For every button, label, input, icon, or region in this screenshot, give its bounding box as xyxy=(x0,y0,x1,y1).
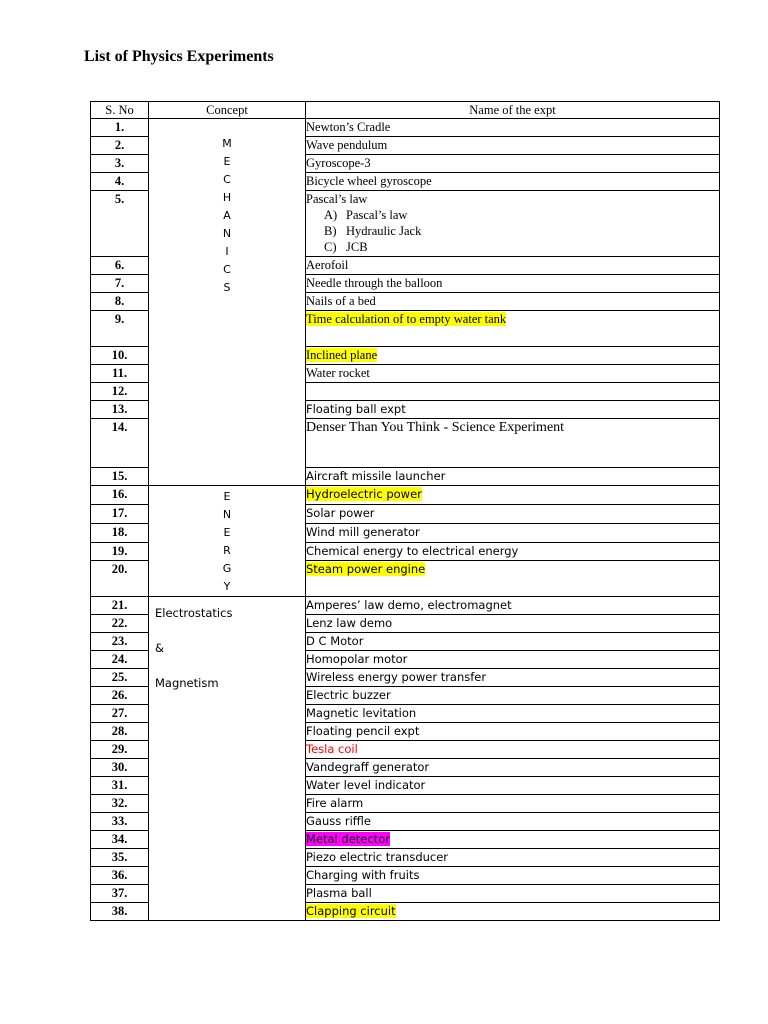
row-experiment xyxy=(306,633,720,651)
experiment-name: Hydroelectric power xyxy=(306,487,422,501)
row-sno: 7. xyxy=(91,275,149,293)
row-experiment xyxy=(306,705,720,723)
row-sno: 24. xyxy=(91,651,149,669)
concept-label: & xyxy=(155,641,164,655)
row-experiment xyxy=(306,419,720,468)
row-sno: 37. xyxy=(91,885,149,903)
row-sno: 8. xyxy=(91,293,149,311)
table-row xyxy=(91,119,720,137)
concept-label: E xyxy=(223,155,231,168)
row-experiment xyxy=(306,293,720,311)
row-sno: 10. xyxy=(91,347,149,365)
experiment-name: Tesla coil xyxy=(306,742,358,756)
experiment-name: Newton’s Cradle xyxy=(306,120,391,134)
concept-label: M xyxy=(222,137,232,150)
row-experiment xyxy=(306,383,720,401)
row-sno: 34. xyxy=(91,831,149,849)
sub-item xyxy=(306,207,719,223)
row-sno: 23. xyxy=(91,633,149,651)
row-sno: 19. xyxy=(91,542,149,561)
experiment-name: Denser Than You Think - Science Experiment xyxy=(306,420,565,435)
experiment-name: Wave pendulum xyxy=(306,138,388,152)
experiment-name: Needle through the balloon xyxy=(306,276,443,290)
experiment-name: Electric buzzer xyxy=(306,688,391,702)
row-experiment xyxy=(306,137,720,155)
concept-label: N xyxy=(222,508,232,521)
experiment-name: Wind mill generator xyxy=(306,524,420,539)
row-experiment xyxy=(306,365,720,383)
row-experiment xyxy=(306,486,720,505)
row-sno: 2. xyxy=(91,137,149,155)
sub-item-value: Hydraulic Jack xyxy=(346,224,422,238)
row-sno: 32. xyxy=(91,795,149,813)
row-sno: 36. xyxy=(91,867,149,885)
row-experiment xyxy=(306,311,720,347)
row-experiment xyxy=(306,849,720,867)
table-header-row xyxy=(91,102,720,119)
row-sno: 9. xyxy=(91,311,149,347)
row-sno: 15. xyxy=(91,468,149,486)
experiment-name: Metal detector xyxy=(306,832,390,846)
experiment-name: Time calculation of to empty water tank xyxy=(306,312,507,326)
concept-label: H xyxy=(222,191,232,204)
row-experiment xyxy=(306,523,720,542)
row-experiment xyxy=(306,759,720,777)
experiment-name: Fire alarm xyxy=(306,796,364,810)
row-experiment xyxy=(306,831,720,849)
row-sno: 1. xyxy=(91,119,149,137)
row-experiment xyxy=(306,347,720,365)
experiment-name: Wireless energy power transfer xyxy=(306,670,487,684)
row-sno: 21. xyxy=(91,597,149,615)
row-experiment xyxy=(306,173,720,191)
row-experiment xyxy=(306,651,720,669)
row-sno: 22. xyxy=(91,615,149,633)
concept-electrostatics-magnetism xyxy=(149,597,306,921)
row-experiment xyxy=(306,867,720,885)
row-experiment xyxy=(306,669,720,687)
concept-label: Y xyxy=(223,580,231,593)
row-experiment xyxy=(306,191,720,257)
experiment-name: Water rocket xyxy=(306,366,370,380)
page-title: List of Physics Experiments xyxy=(84,48,274,65)
experiment-name: Nails of a bed xyxy=(306,294,376,308)
row-sno: 28. xyxy=(91,723,149,741)
experiment-name: Solar power xyxy=(306,505,375,520)
row-experiment xyxy=(306,119,720,137)
concept-label: E xyxy=(223,526,231,539)
row-experiment xyxy=(306,795,720,813)
experiment-name: Lenz law demo xyxy=(306,616,393,630)
experiment-name: Gauss riffle xyxy=(306,814,372,828)
row-experiment xyxy=(306,687,720,705)
concept-label: R xyxy=(223,544,231,557)
row-experiment xyxy=(306,615,720,633)
experiment-name: Bicycle wheel gyroscope xyxy=(306,174,432,188)
experiment-name: D C Motor xyxy=(306,634,364,648)
sub-item-key: A) xyxy=(324,208,338,222)
experiment-name: Chemical energy to electrical energy xyxy=(306,543,519,558)
experiment-name: Floating pencil expt xyxy=(306,724,420,738)
sub-item-value: Pascal’s law xyxy=(346,208,408,222)
row-sno: 35. xyxy=(91,849,149,867)
row-experiment xyxy=(306,597,720,615)
row-experiment xyxy=(306,468,720,486)
row-experiment xyxy=(306,275,720,293)
concept-label: C xyxy=(223,263,231,276)
row-sno: 31. xyxy=(91,777,149,795)
experiment-name: Amperes’ law demo, electromagnet xyxy=(306,598,512,612)
row-sno: 14. xyxy=(91,419,149,468)
row-experiment xyxy=(306,401,720,419)
experiment-name: Vandegraff generator xyxy=(306,760,430,774)
row-sno: 29. xyxy=(91,741,149,759)
row-sno: 6. xyxy=(91,257,149,275)
row-experiment xyxy=(306,542,720,561)
row-experiment xyxy=(306,885,720,903)
row-sno: 30. xyxy=(91,759,149,777)
concept-label: Electrostatics xyxy=(155,606,233,620)
row-sno: 38. xyxy=(91,903,149,921)
row-sno: 3. xyxy=(91,155,149,173)
concept-label: A xyxy=(223,209,231,222)
row-experiment xyxy=(306,723,720,741)
row-experiment xyxy=(306,561,720,597)
experiment-name: Water level indicator xyxy=(306,778,426,792)
experiment-name: Plasma ball xyxy=(306,886,372,900)
row-sno: 5. xyxy=(91,191,149,257)
concept-label: E xyxy=(223,490,231,503)
row-experiment xyxy=(306,155,720,173)
concept-energy xyxy=(149,486,306,597)
sub-item-key: B) xyxy=(324,224,337,238)
experiment-name: Aerofoil xyxy=(306,258,349,272)
row-sno: 26. xyxy=(91,687,149,705)
experiment-name: Aircraft missile launcher xyxy=(306,469,446,483)
row-experiment xyxy=(306,257,720,275)
concept-label: Magnetism xyxy=(155,676,219,690)
row-experiment xyxy=(306,741,720,759)
experiment-name: Inclined plane xyxy=(306,348,378,362)
header-sno: S. No xyxy=(91,102,149,119)
sub-item xyxy=(306,239,719,255)
row-sno: 13. xyxy=(91,401,149,419)
row-sno: 33. xyxy=(91,813,149,831)
table-row xyxy=(91,597,720,615)
row-experiment xyxy=(306,504,720,523)
row-sno: 18. xyxy=(91,523,149,542)
table-row xyxy=(91,486,720,505)
experiment-name: Steam power engine xyxy=(306,562,426,577)
row-sno: 12. xyxy=(91,383,149,401)
experiments-table xyxy=(90,101,720,921)
concept-label: G xyxy=(222,562,232,575)
concept-label: I xyxy=(225,245,229,258)
experiment-name: Floating ball expt xyxy=(306,402,406,416)
experiment-name: Charging with fruits xyxy=(306,868,420,882)
concept-label: C xyxy=(223,173,231,186)
row-experiment xyxy=(306,903,720,921)
concept-label: N xyxy=(222,227,232,240)
concept-label: S xyxy=(223,281,231,294)
row-experiment xyxy=(306,777,720,795)
sub-item xyxy=(306,223,719,239)
experiment-name: Magnetic levitation xyxy=(306,706,417,720)
header-name: Name of the expt xyxy=(306,102,720,119)
experiment-name: Pascal’s law xyxy=(306,192,368,206)
row-sno: 17. xyxy=(91,504,149,523)
header-concept: Concept xyxy=(149,102,306,119)
row-sno: 16. xyxy=(91,486,149,505)
row-sno: 25. xyxy=(91,669,149,687)
experiment-name: Clapping circuit xyxy=(306,904,396,918)
row-sno: 4. xyxy=(91,173,149,191)
row-experiment xyxy=(306,813,720,831)
experiment-name: Gyroscope-3 xyxy=(306,156,371,170)
row-sno: 27. xyxy=(91,705,149,723)
experiment-name: Homopolar motor xyxy=(306,652,408,666)
experiment-name: Piezo electric transducer xyxy=(306,850,449,864)
sub-item-value: JCB xyxy=(346,240,368,254)
sub-item-key: C) xyxy=(324,240,337,254)
concept-mechanics xyxy=(149,119,306,486)
row-sno: 11. xyxy=(91,365,149,383)
row-sno: 20. xyxy=(91,561,149,597)
